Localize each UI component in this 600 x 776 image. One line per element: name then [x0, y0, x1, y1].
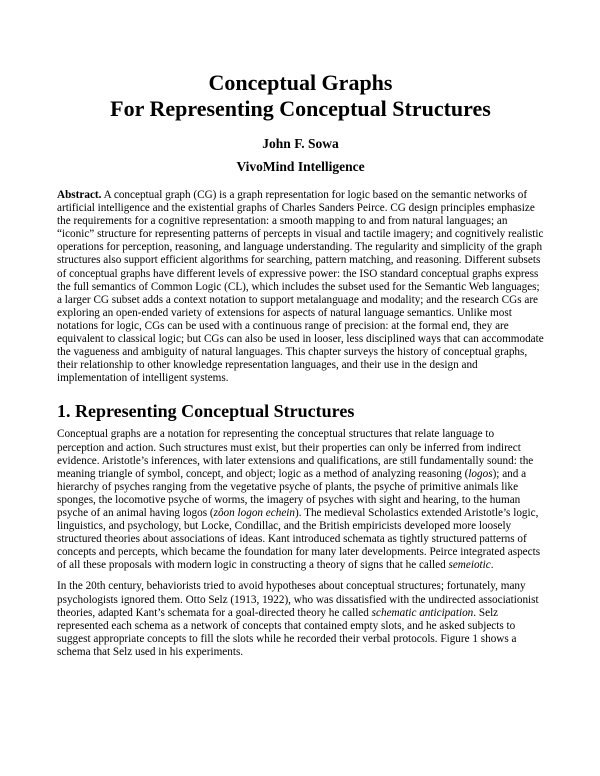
p1-text-c: ). The medieval Scholastics extended Aristotle’s logic, linguistics, and psychology, but Locke, Condillac, and the British empiricists developed more loosely structured theories about associations of ideas. Kant introduced schemata as tightly structured patterns of concepts and percepts, which became the foundation for many later developments. Peirce integrated aspects of all these proposals with modern logic in constructing a theory of signs that he called — [57, 506, 541, 572]
p1-term-semeiotic: semeiotic — [448, 559, 491, 572]
paper-page — [57, 70, 544, 659]
section-heading: 1. Representing Conceptual Structures — [57, 401, 355, 422]
author-name: John F. Sowa — [262, 136, 339, 151]
paper-title — [57, 70, 544, 122]
abstract-label: Abstract. — [57, 189, 102, 201]
abstract — [57, 189, 544, 385]
p1-text-b: ); and a hierarchy of psyches ranging from the vegetative psyche of plants, the psyche of primitive animals like sponges, the locomotive psyche of worms, the imagery of psyches with sight and hearing, to the human psyche of an animal having logos ( — [57, 467, 527, 519]
p1-term-logos: logos — [468, 467, 493, 480]
p2-text-a: In the 20th century, behaviorists tried to avoid hypotheses about conceptual structures; fortunately, many psychologists ignored them. Otto Selz (1913, 1922), who was dissatisfied with the undirected associationist theories, adapted Kant’s schemata for a goal-directed theory he called — [57, 580, 539, 619]
p1-text-d: . — [490, 559, 494, 572]
p1-term-zoon: zôon logon echein — [213, 506, 295, 519]
title-line-2: For Representing Conceptual Structures — [110, 96, 491, 121]
p1-text-a: Conceptual graphs are a notation for representing the conceptual structures that relate language to perception and action. Such structures must exist, but their properties can only be inferred from indirect evidence. Aristotle’s inferences, with later extensions and qualifications, are still fundamentally sound: the meaning triangle of symbol, concept, and object; logic as a method of analyzing reasoning ( — [57, 428, 534, 480]
p2-text-b: . Selz represented each schema as a network of concepts that contained empty slots, and he asked subjects to suggest appropriate concepts to fill the slots while he recorded their verbal protocols. Figure 1 shows a schema that Selz used in his experiments. — [57, 606, 517, 658]
author-affiliation: VivoMind Intelligence — [236, 159, 365, 174]
p2-term-schematic: schematic anticipation — [371, 606, 474, 619]
body-paragraph-2 — [57, 580, 544, 659]
body-paragraph-1 — [57, 428, 544, 572]
title-line-1: Conceptual Graphs — [208, 70, 393, 95]
abstract-text: A conceptual graph (CG) is a graph representation for logic based on the semantic networks of artificial intelligence and the existential graphs of Charles Sanders Peirce. CG design principles emphasize the requirements for a cognitive representation: a smooth mapping to and from natural languages; an “iconic” structure for representing patterns of percepts in visual and tactile imagery; and cognitively realistic operations for perception, reasoning, and language understanding. The regularity and simplicity of the graph structures also support efficient algorithms for searching, pattern matching, and reasoning. Different subsets of conceptual graphs have different levels of expressive power: the ISO standard conceptual graphs express the full semantics of Common Logic (CL), which includes the subset used for the Semantic Web languages; a larger CG subset adds a context notation to support metalanguage and modality; and the research CGs are exploring an open-ended variety of extensions for aspects of natural language semantics. Unlike most notations for logic, CGs can be used with a continuous range of precision: at the formal end, they are equivalent to classical logic; but CGs can also be used in looser, less disciplined ways that can accommodate the vagueness and ambiguity of natural languages. This chapter surveys the history of conceptual graphs, their relationship to other knowledge representation languages, and their use in the design and implementation of intelligent systems. — [57, 189, 544, 385]
